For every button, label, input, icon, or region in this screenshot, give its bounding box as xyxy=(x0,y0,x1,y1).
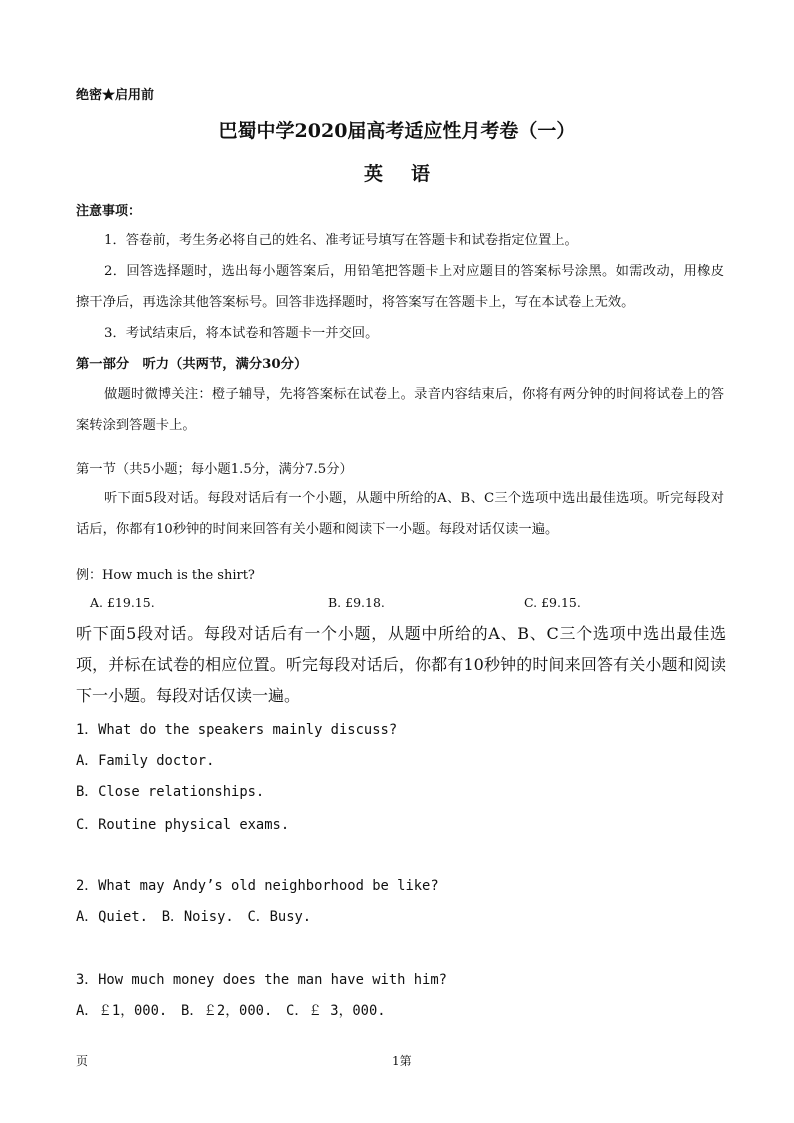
section1-intro: 听下面5段对话。每段对话后有一个小题，从题中所给的A、B、C三个选项中选出最佳选项。听完每段对话后，你都有10秒钟的时间来回答有关小题和阅读下一小题。每段对话仅读一遍。 xyxy=(76,491,724,537)
notice-item-1: 1．答卷前，考生务必将自己的姓名、准考证号填写在答题卡和试卷指定位置上。 xyxy=(104,233,578,248)
footer-page-label: 页 xyxy=(76,1054,89,1068)
confidential-mark: 绝密★启用前 xyxy=(76,88,155,103)
example-question: 例：How much is the shirt? xyxy=(76,568,255,583)
question-1-option-a: A．Family doctor. xyxy=(76,753,215,769)
question-3-stem: 3．How much money does the man have with him? xyxy=(76,972,447,988)
listening-instruction: 听下面5段对话。每段对话后有一个小题，从题中所给的A、B、C三个选项中选出最佳选项，并标在试卷的相应位置。听完每段对话后，你都有10秒钟的时间来回答有关小题和阅读下一小题。每段对话仅读一遍。 xyxy=(76,624,726,705)
subject-title: 英语 xyxy=(363,163,458,185)
notice-heading: 注意事项： xyxy=(76,204,142,219)
question-3-options: A．￡1，000. B．￡2，000. C．￡ 3，000. xyxy=(76,1003,386,1019)
question-1-option-c: C．Routine physical exams. xyxy=(76,817,290,833)
part1-intro: 做题时微博关注：橙子辅导，先将答案标在试卷上。录音内容结束后，你将有两分钟的时间将试卷上的答案转涂到答题卡上。 xyxy=(76,387,724,433)
notice-item-3: 3．考试结束后，将本试卷和答题卡一并交回。 xyxy=(104,326,379,341)
example-option-a: A. £19.15. xyxy=(90,595,155,610)
exam-title: 巴蜀中学2020届高考适应性月考卷（一） xyxy=(218,120,576,142)
footer-page-number: 1第 xyxy=(392,1054,412,1068)
question-1-option-b: B．Close relationships. xyxy=(76,784,265,800)
example-option-c: C. £9.15. xyxy=(524,595,581,610)
question-2-options: A．Quiet. B．Noisy. C．Busy. xyxy=(76,909,312,925)
part1-heading: 第一部分 听力（共两节，满分30分） xyxy=(76,357,308,372)
example-option-b: B. £9.18. xyxy=(328,595,385,610)
question-1-stem: 1．What do the speakers mainly discuss? xyxy=(76,722,398,738)
question-2-stem: 2．What may Andy’s old neighborhood be like? xyxy=(76,878,439,894)
notice-item-2: 2．回答选择题时，选出每小题答案后，用铅笔把答题卡上对应题目的答案标号涂黑。如需改动，用橡皮擦干净后，再选涂其他答案标号。回答非选择题时，将答案写在答题卡上，写在本试卷上无效。 xyxy=(76,264,724,310)
section1-heading: 第一节（共5小题；每小题1.5分，满分7.5分） xyxy=(76,462,353,477)
